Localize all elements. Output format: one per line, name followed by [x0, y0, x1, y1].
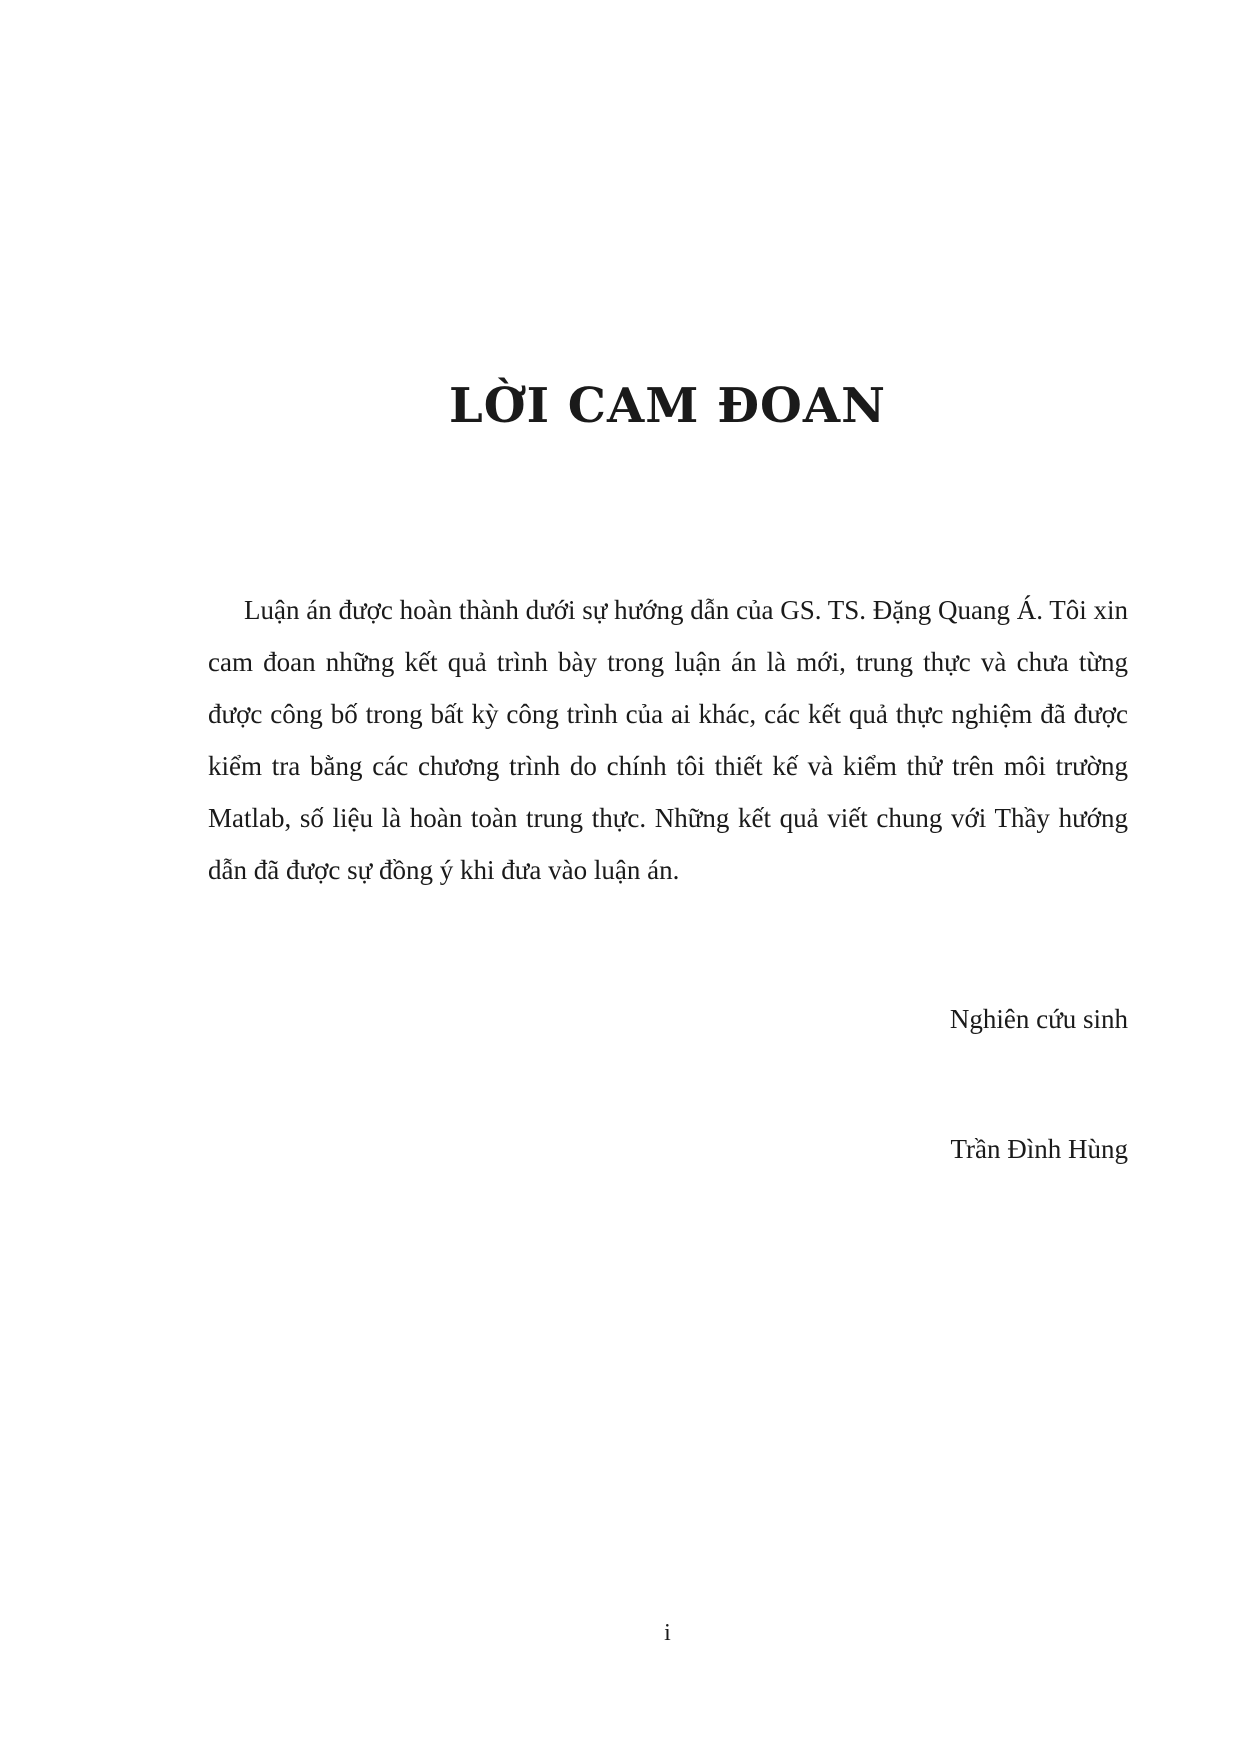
page-title: LỜI CAM ĐOAN [449, 378, 886, 434]
declaration-paragraph: Luận án được hoàn thành dưới sự hướng dẫn của GS. TS. Đặng Quang Á. Tôi xin cam đoan những kết quả trình bày trong luận án là mới, trung thực và chưa từng được công bố trong bất kỳ công trình của ai khác, các kết quả thực nghiệm đã được kiểm tra bằng các chương trình do chính tôi thiết kế và kiểm thử trên môi trường Matlab, số liệu là hoàn toàn trung thực. Những kết quả viết chung với Thầy hướng dẫn đã được sự đồng ý khi đưa vào luận án. [208, 595, 1128, 885]
page-number: i [664, 1620, 671, 1646]
signature-role: Nghiên cứu sinh [949, 1004, 1128, 1034]
signature-name: Trần Đình Hùng [950, 1134, 1128, 1164]
